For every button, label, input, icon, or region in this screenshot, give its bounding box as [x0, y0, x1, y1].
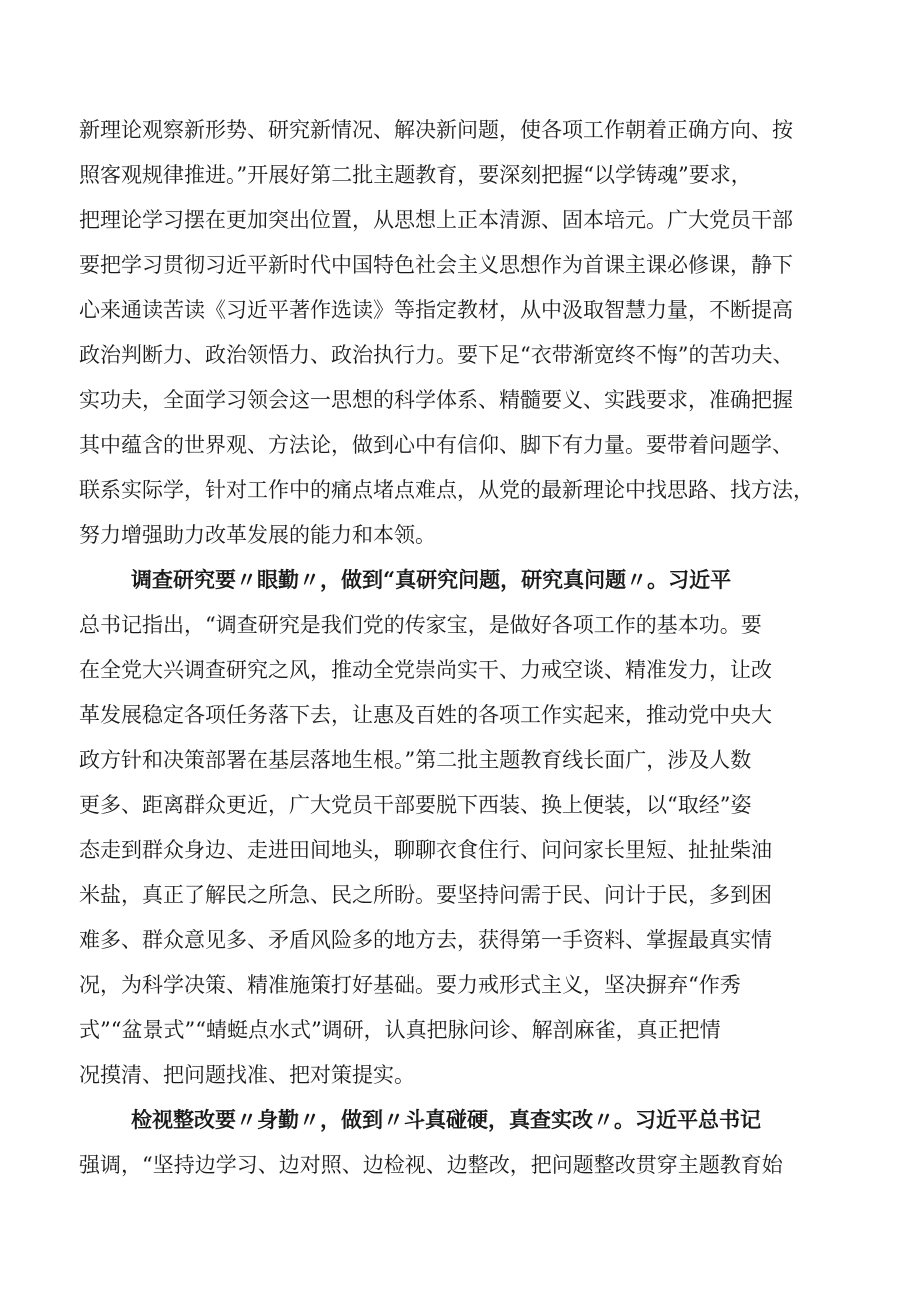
text-line-15: 政方针和决策部署在基层落地生根。”第二批主题教育线长面广，涉及人数: [79, 748, 752, 772]
text-line-8: 其中蕴含的世界观、方法论，做到心中有信仰、脚下有力量。要带着问题学、: [79, 433, 793, 457]
text-line-2: 照客观规律推进。”开展好第二批主题教育，要深刻把握“以学铸魂”要求，: [79, 163, 752, 187]
text-line-16: 更多、距离群众更近，广大党员干部要脱下西装、换上便装，以“取经”姿: [79, 793, 752, 817]
text-line-6: 政治判断力、政治领悟力、政治执行力。要下足“衣带渐宽终不悔”的苦功夫、: [79, 343, 794, 367]
text-line-10: 努力增强助力改革发展的能力和本领。: [79, 523, 436, 547]
text-line-5: 心来通读苦读《习近平著作选读》等指定教材，从中汲取智慧力量，不断提高: [79, 298, 793, 322]
paragraph-heading-rectification: 检视整改要〃身勤〃，做到〃斗真碰硬，真查实改〃。习近平总书记: [131, 1107, 761, 1132]
text-line-24: 强调，“坚持边学习、边对照、边检视、边整改，把问题整改贯穿主题教育始: [79, 1153, 783, 1177]
text-line-17: 态走到群众身边、走进田间地头，聊聊衣食住行、问问家长里短、扯扯柴油: [79, 838, 772, 862]
text-line-14: 革发展稳定各项任务落下去，让惠及百姓的各项工作实起来，推动党中央大: [79, 703, 772, 727]
text-line-9: 联系实际学，针对工作中的痛点堵点难点，从党的最新理论中找思路、找方法，: [79, 478, 814, 502]
text-line-20: 况，为科学决策、精准施策打好基础。要力戒形式主义，坚决摒弃“作秀: [79, 973, 741, 997]
text-line-3: 把理论学习摆在更加突出位置，从思想上正本清源、固本培元。广大党员干部: [79, 208, 793, 232]
text-line-12: 总书记指出，“调查研究是我们党的传家宝，是做好各项工作的基本功。要: [79, 613, 762, 637]
text-line-1: 新理论观察新形势、研究新情况、解决新问题，使各项工作朝着正确方向、按: [79, 118, 793, 142]
text-line-7: 实功夫，全面学习领会这一思想的科学体系、精髓要义、实践要求，准确把握: [79, 388, 793, 412]
paragraph-heading-investigation: 调查研究要〃眼勤〃，做到“真研究问题，研究真问题〃。习近平: [131, 567, 732, 592]
text-line-21: 式”“盆景式”“蜻蜓点水式”调研，认真把脉问诊、解剖麻雀，真正把情: [79, 1018, 721, 1042]
text-line-22: 况摸清、把问题找准、把对策提实。: [79, 1063, 415, 1087]
text-line-13: 在全党大兴调查研究之风，推动全党崇尚实干、力戒空谈、精准发力，让改: [79, 658, 772, 682]
text-line-19: 难多、群众意见多、矛盾风险多的地方去，获得第一手资料、掌握最真实情: [79, 928, 772, 952]
text-line-4: 要把学习贯彻习近平新时代中国特色社会主义思想作为首课主课必修课，静下: [79, 253, 793, 277]
text-line-18: 米盐，真正了解民之所急、民之所盼。要坚持问需于民、问计于民，多到困: [79, 883, 772, 907]
